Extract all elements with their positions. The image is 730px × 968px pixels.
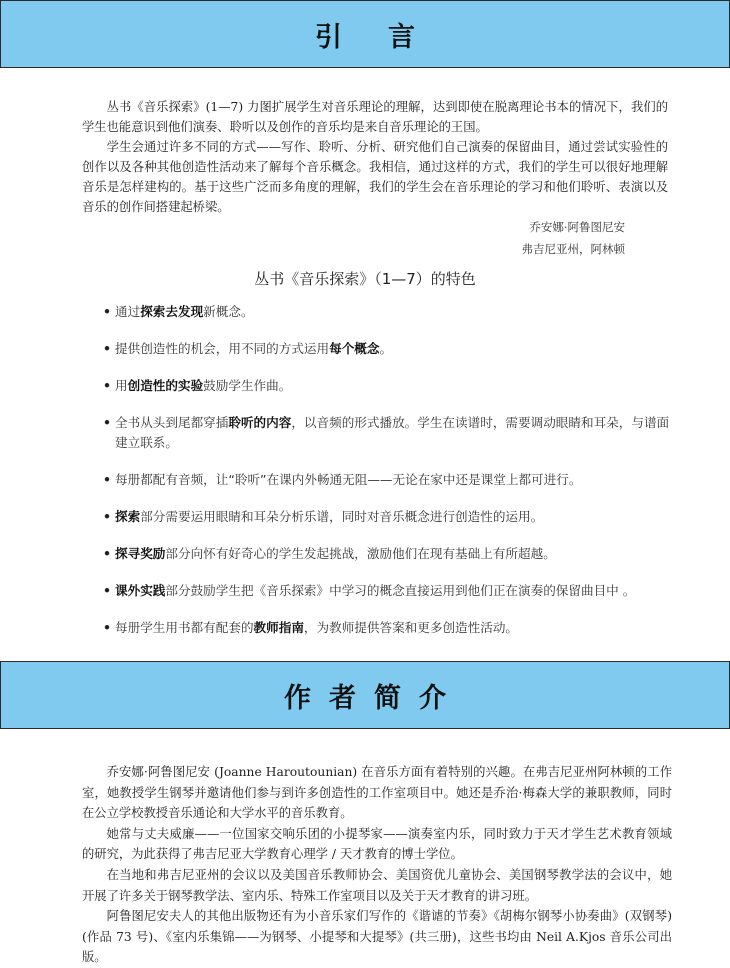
feature-item: • 课外实践部分鼓励学生把《音乐探索》中学习的概念直接运用到他们正在演奏的保留曲目中 。 xyxy=(103,581,673,601)
author-heading-banner xyxy=(0,661,730,729)
signature-name: 乔安娜·阿鲁图尼安 xyxy=(529,220,625,234)
author-paragraph-1: 乔安娜·阿鲁图尼安 (Joanne Haroutounian) 在音乐方面有着特别的兴趣。在弗吉尼亚州阿林顿的工作室，她教授学生钢琴并邀请他们参与到许多创造性的工作室项目中。她还是乔治·梅森大学的兼职教师，同时在公立学校教授音乐通论和大学水平的音乐教育。 xyxy=(82,765,672,821)
feature-item: • 用创造性的实验鼓励学生作曲。 xyxy=(103,376,673,396)
author-paragraph-2: 她常与丈夫威廉——一位国家交响乐团的小提琴家——演奏室内乐，同时致力于天才学生艺术教育领域的研究，为此获得了弗吉尼亚大学教育心理学 / 天才教育的博士学位。 xyxy=(82,826,672,862)
author-bio xyxy=(82,762,672,968)
intro-heading-banner xyxy=(0,0,730,68)
author-paragraph-4: 阿鲁图尼安夫人的其他出版物还有为小音乐家们写作的《谐谑的节奏》《胡梅尔钢琴小协奏曲》(双钢琴) (作品 73 号)、《室内乐集锦——为钢琴、小提琴和大提琴》(共三册)，这些书均由 Neil A.Kjos 音乐公司出版。 xyxy=(82,909,672,965)
intro-heading: 引言 xyxy=(315,21,461,53)
author-heading: 作者简介 xyxy=(284,682,464,714)
features-title: 丛书《音乐探索》（1—7）的特色 xyxy=(254,270,476,288)
feature-item: • 探寻奖励部分向怀有好奇心的学生发起挑战，激励他们在现有基础上有所超越。 xyxy=(103,544,673,564)
features-list xyxy=(103,302,673,638)
signature-place: 弗吉尼亚州，阿林顿 xyxy=(521,242,625,256)
feature-item: • 全书从头到尾都穿插聆听的内容，以音频的形式播放。学生在读谱时，需要调动眼睛和耳朵，与谱面建立联系。 xyxy=(103,413,673,453)
feature-item: • 通过探索去发现新概念。 xyxy=(103,302,673,322)
feature-item: • 提供创造性的机会，用不同的方式运用每个概念。 xyxy=(103,339,673,359)
feature-item: • 每册学生用书都有配套的教师指南，为教师提供答案和更多创造性活动。 xyxy=(103,618,673,638)
feature-item: • 探索部分需要运用眼睛和耳朵分析乐谱，同时对音乐概念进行创造性的运用。 xyxy=(103,507,673,527)
author-paragraph-3: 在当地和弗吉尼亚州的会议以及美国音乐教师协会、美国资优儿童协会、美国钢琴教学法的会议中，她开展了许多关于钢琴教学法、室内乐、特殊工作室项目以及关于天才教育的讲习班。 xyxy=(82,867,672,903)
intro-paragraph-1: 丛书《音乐探索》(1—7) 力图扩展学生对音乐理论的理解，达到即使在脱离理论书本的情况下，我们的学生也能意识到他们演奏、聆听以及创作的音乐均是来自音乐理论的王国。 xyxy=(82,100,668,134)
feature-item: • 每册都配有音频，让“聆听”在课内外畅通无阻——无论在家中还是课堂上都可进行。 xyxy=(103,470,673,490)
intro-paragraph-2: 学生会通过许多不同的方式——写作、聆听、分析、研究他们自己演奏的保留曲目，通过尝试实验性的创作以及各种其他创造性活动来了解每个音乐概念。我相信，通过这样的方式，我们的学生可以很好地理解音乐是怎样建构的。基于这些广泛而多角度的理解，我们的学生会在音乐理论的学习和他们聆听、表演以及音乐的创作间搭建起桥梁。 xyxy=(82,140,668,214)
